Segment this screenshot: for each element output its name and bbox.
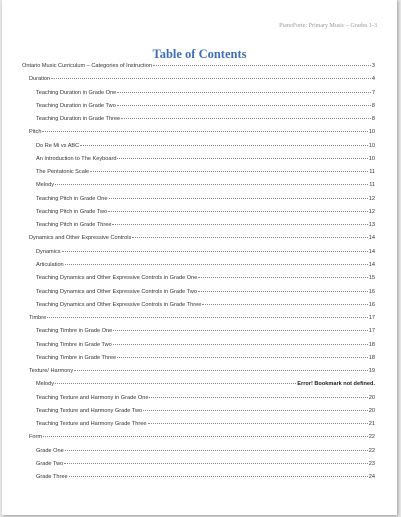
dot-leader: [90, 171, 368, 172]
toc-list: [22, 60, 375, 485]
toc-entry-label: Teaching Dynamics and Other Expressive Controls in Grade One: [36, 275, 198, 282]
toc-entry-label: Texture/ Harmony: [29, 368, 74, 375]
dot-leader: [108, 211, 368, 212]
toc-entry-label: Teaching Pitch in Grade Three: [36, 222, 112, 229]
toc-entry-label: Grade One: [36, 447, 64, 454]
toc-entry-label: Grade Two: [36, 460, 64, 467]
toc-entry-page: 23: [368, 460, 375, 467]
document-page: [2, 0, 397, 515]
toc-title: Table of Contents: [152, 47, 247, 61]
dot-leader: [198, 277, 367, 278]
toc-entry-label: Form: [29, 434, 43, 441]
dot-leader: [65, 264, 368, 265]
toc-entry[interactable]: [22, 378, 375, 391]
toc-entry-page: 11: [369, 169, 375, 176]
dot-leader: [113, 344, 368, 345]
dot-leader: [43, 436, 368, 437]
toc-entry[interactable]: [22, 431, 375, 444]
toc-entry[interactable]: [22, 445, 375, 458]
dot-leader: [153, 65, 371, 66]
toc-entry[interactable]: [22, 166, 375, 179]
toc-entry-label: Duration: [29, 76, 51, 83]
dot-leader: [80, 145, 368, 146]
dot-leader: [143, 410, 368, 411]
toc-entry-label: Teaching Dynamics and Other Expressive Controls in Grade Two: [36, 288, 197, 295]
toc-entry-page: 20: [368, 394, 375, 401]
dot-leader: [65, 450, 368, 451]
dot-leader: [55, 383, 296, 384]
toc-entry-page: 10: [368, 155, 375, 162]
toc-entry-page: 12: [368, 208, 375, 215]
dot-leader: [149, 397, 367, 398]
toc-entry[interactable]: [22, 206, 375, 219]
toc-entry[interactable]: [22, 299, 375, 312]
toc-entry-label: Teaching Timbre in Grade Two: [36, 341, 112, 348]
toc-entry-label: Teaching Dynamics and Other Expressive Controls in Grade Three: [36, 301, 202, 308]
toc-entry-error: Error! Bookmark not defined.: [297, 381, 375, 388]
toc-entry-page: 16: [368, 301, 375, 308]
toc-entry-label: Teaching Texture and Harmony Grade Three: [36, 421, 147, 428]
toc-entry-page: 10: [368, 129, 375, 136]
toc-entry-label: Teaching Timbre in Grade One: [36, 328, 113, 335]
toc-entry-label: Pitch: [29, 129, 42, 136]
toc-entry[interactable]: [22, 418, 375, 431]
dot-leader: [69, 476, 368, 477]
toc-entry[interactable]: [22, 365, 375, 378]
toc-entry-label: Teaching Duration in Grade One: [36, 89, 117, 96]
dot-leader: [74, 370, 368, 371]
toc-entry-page: 15: [368, 275, 375, 282]
toc-entry-label: Articulation: [36, 261, 64, 268]
toc-entry[interactable]: [22, 232, 375, 245]
toc-entry[interactable]: [22, 100, 375, 113]
dot-leader: [148, 423, 368, 424]
toc-entry-page: 16: [368, 288, 375, 295]
toc-entry-label: Melody: [36, 381, 55, 388]
toc-entry-label: Ontario Music Curriculum – Categories of Instruction: [22, 63, 152, 69]
dot-leader: [62, 251, 368, 252]
dot-leader: [202, 304, 367, 305]
toc-entry-label: Teaching Texture and Harmony Grade Two: [36, 407, 143, 414]
toc-entry[interactable]: [22, 73, 375, 86]
toc-entry-label: Teaching Duration in Grade Two: [36, 102, 116, 109]
toc-entry-page: 19: [368, 368, 375, 375]
toc-entry[interactable]: [22, 126, 375, 139]
dot-leader: [47, 317, 368, 318]
dot-leader: [64, 463, 368, 464]
dot-leader: [117, 92, 371, 93]
toc-entry-page: 14: [368, 248, 375, 255]
toc-entry-label: Teaching Pitch in Grade One: [36, 195, 108, 202]
toc-entry-page: 17: [368, 315, 375, 322]
toc-entry[interactable]: [22, 286, 375, 299]
dot-leader: [198, 291, 368, 292]
dot-leader: [112, 224, 367, 225]
toc-entry-page: 21: [368, 421, 375, 428]
toc-entry-page: 24: [368, 474, 375, 481]
toc-entry-page: 7: [371, 89, 375, 96]
toc-entry-page: 18: [368, 354, 375, 361]
toc-entry-page: 8: [371, 116, 375, 123]
toc-entry-page: 3: [371, 63, 375, 69]
toc-entry-label: Dynamics: [36, 248, 61, 255]
running-header: PianoForte: Primary Music – Grades 1-3: [279, 23, 377, 29]
toc-entry-page: 14: [368, 261, 375, 268]
toc-entry-label: The Pentatonic Scale: [36, 169, 90, 176]
toc-entry[interactable]: [22, 392, 375, 405]
toc-entry[interactable]: [22, 339, 375, 352]
toc-entry-label: Do Re Mi vs ABC: [36, 142, 80, 149]
toc-entry[interactable]: [22, 193, 375, 206]
toc-entry-page: 18: [368, 341, 375, 348]
toc-entry-label: Melody: [36, 182, 55, 189]
toc-entry-label: Teaching Timbre in Grade Three: [36, 354, 117, 361]
toc-entry[interactable]: [22, 113, 375, 126]
toc-entry[interactable]: [22, 405, 375, 418]
toc-entry[interactable]: [22, 153, 375, 166]
toc-entry-label: Dynamics and Other Expressive Controls: [29, 235, 132, 242]
toc-entry[interactable]: [22, 312, 375, 325]
dot-leader: [117, 357, 368, 358]
toc-entry[interactable]: [22, 179, 375, 192]
dot-leader: [109, 198, 368, 199]
toc-entry-label: Teaching Duration in Grade Three: [36, 116, 121, 123]
toc-entry-page: 4: [371, 76, 375, 83]
toc-entry-label: Teaching Texture and Harmony in Grade One: [36, 394, 149, 401]
dot-leader: [117, 158, 367, 159]
toc-entry-page: 12: [368, 195, 375, 202]
toc-entry[interactable]: [22, 219, 375, 232]
toc-entry[interactable]: [22, 140, 375, 153]
toc-entry-page: 11: [369, 182, 375, 189]
toc-entry-page: 22: [368, 447, 375, 454]
dot-leader: [121, 118, 371, 119]
toc-entry-page: 10: [368, 142, 375, 149]
toc-entry-page: 14: [368, 235, 375, 242]
dot-leader: [113, 330, 368, 331]
toc-entry-page: 17: [368, 328, 375, 335]
dot-leader: [51, 78, 371, 79]
toc-entry-label: An Introduction to The Keyboard: [36, 155, 117, 162]
toc-entry[interactable]: [22, 325, 375, 338]
toc-entry[interactable]: [22, 272, 375, 285]
toc-entry[interactable]: [22, 352, 375, 365]
dot-leader: [117, 105, 371, 106]
toc-entry[interactable]: [22, 87, 375, 100]
toc-entry[interactable]: [22, 246, 375, 259]
toc-entry-label: Teaching Pitch in Grade Two: [36, 208, 108, 215]
toc-entry-page: 8: [371, 102, 375, 109]
toc-entry[interactable]: [22, 60, 375, 73]
toc-entry-label: Timbre: [29, 315, 47, 322]
toc-entry-label: Grade Three: [36, 474, 68, 481]
toc-entry-page: 13: [368, 222, 375, 229]
dot-leader: [132, 237, 367, 238]
toc-entry-page: 22: [368, 434, 375, 441]
toc-entry[interactable]: [22, 458, 375, 471]
toc-entry[interactable]: [22, 471, 375, 484]
toc-entry-page: 20: [368, 407, 375, 414]
dot-leader: [55, 184, 368, 185]
toc-entry[interactable]: [22, 259, 375, 272]
dot-leader: [42, 131, 367, 132]
